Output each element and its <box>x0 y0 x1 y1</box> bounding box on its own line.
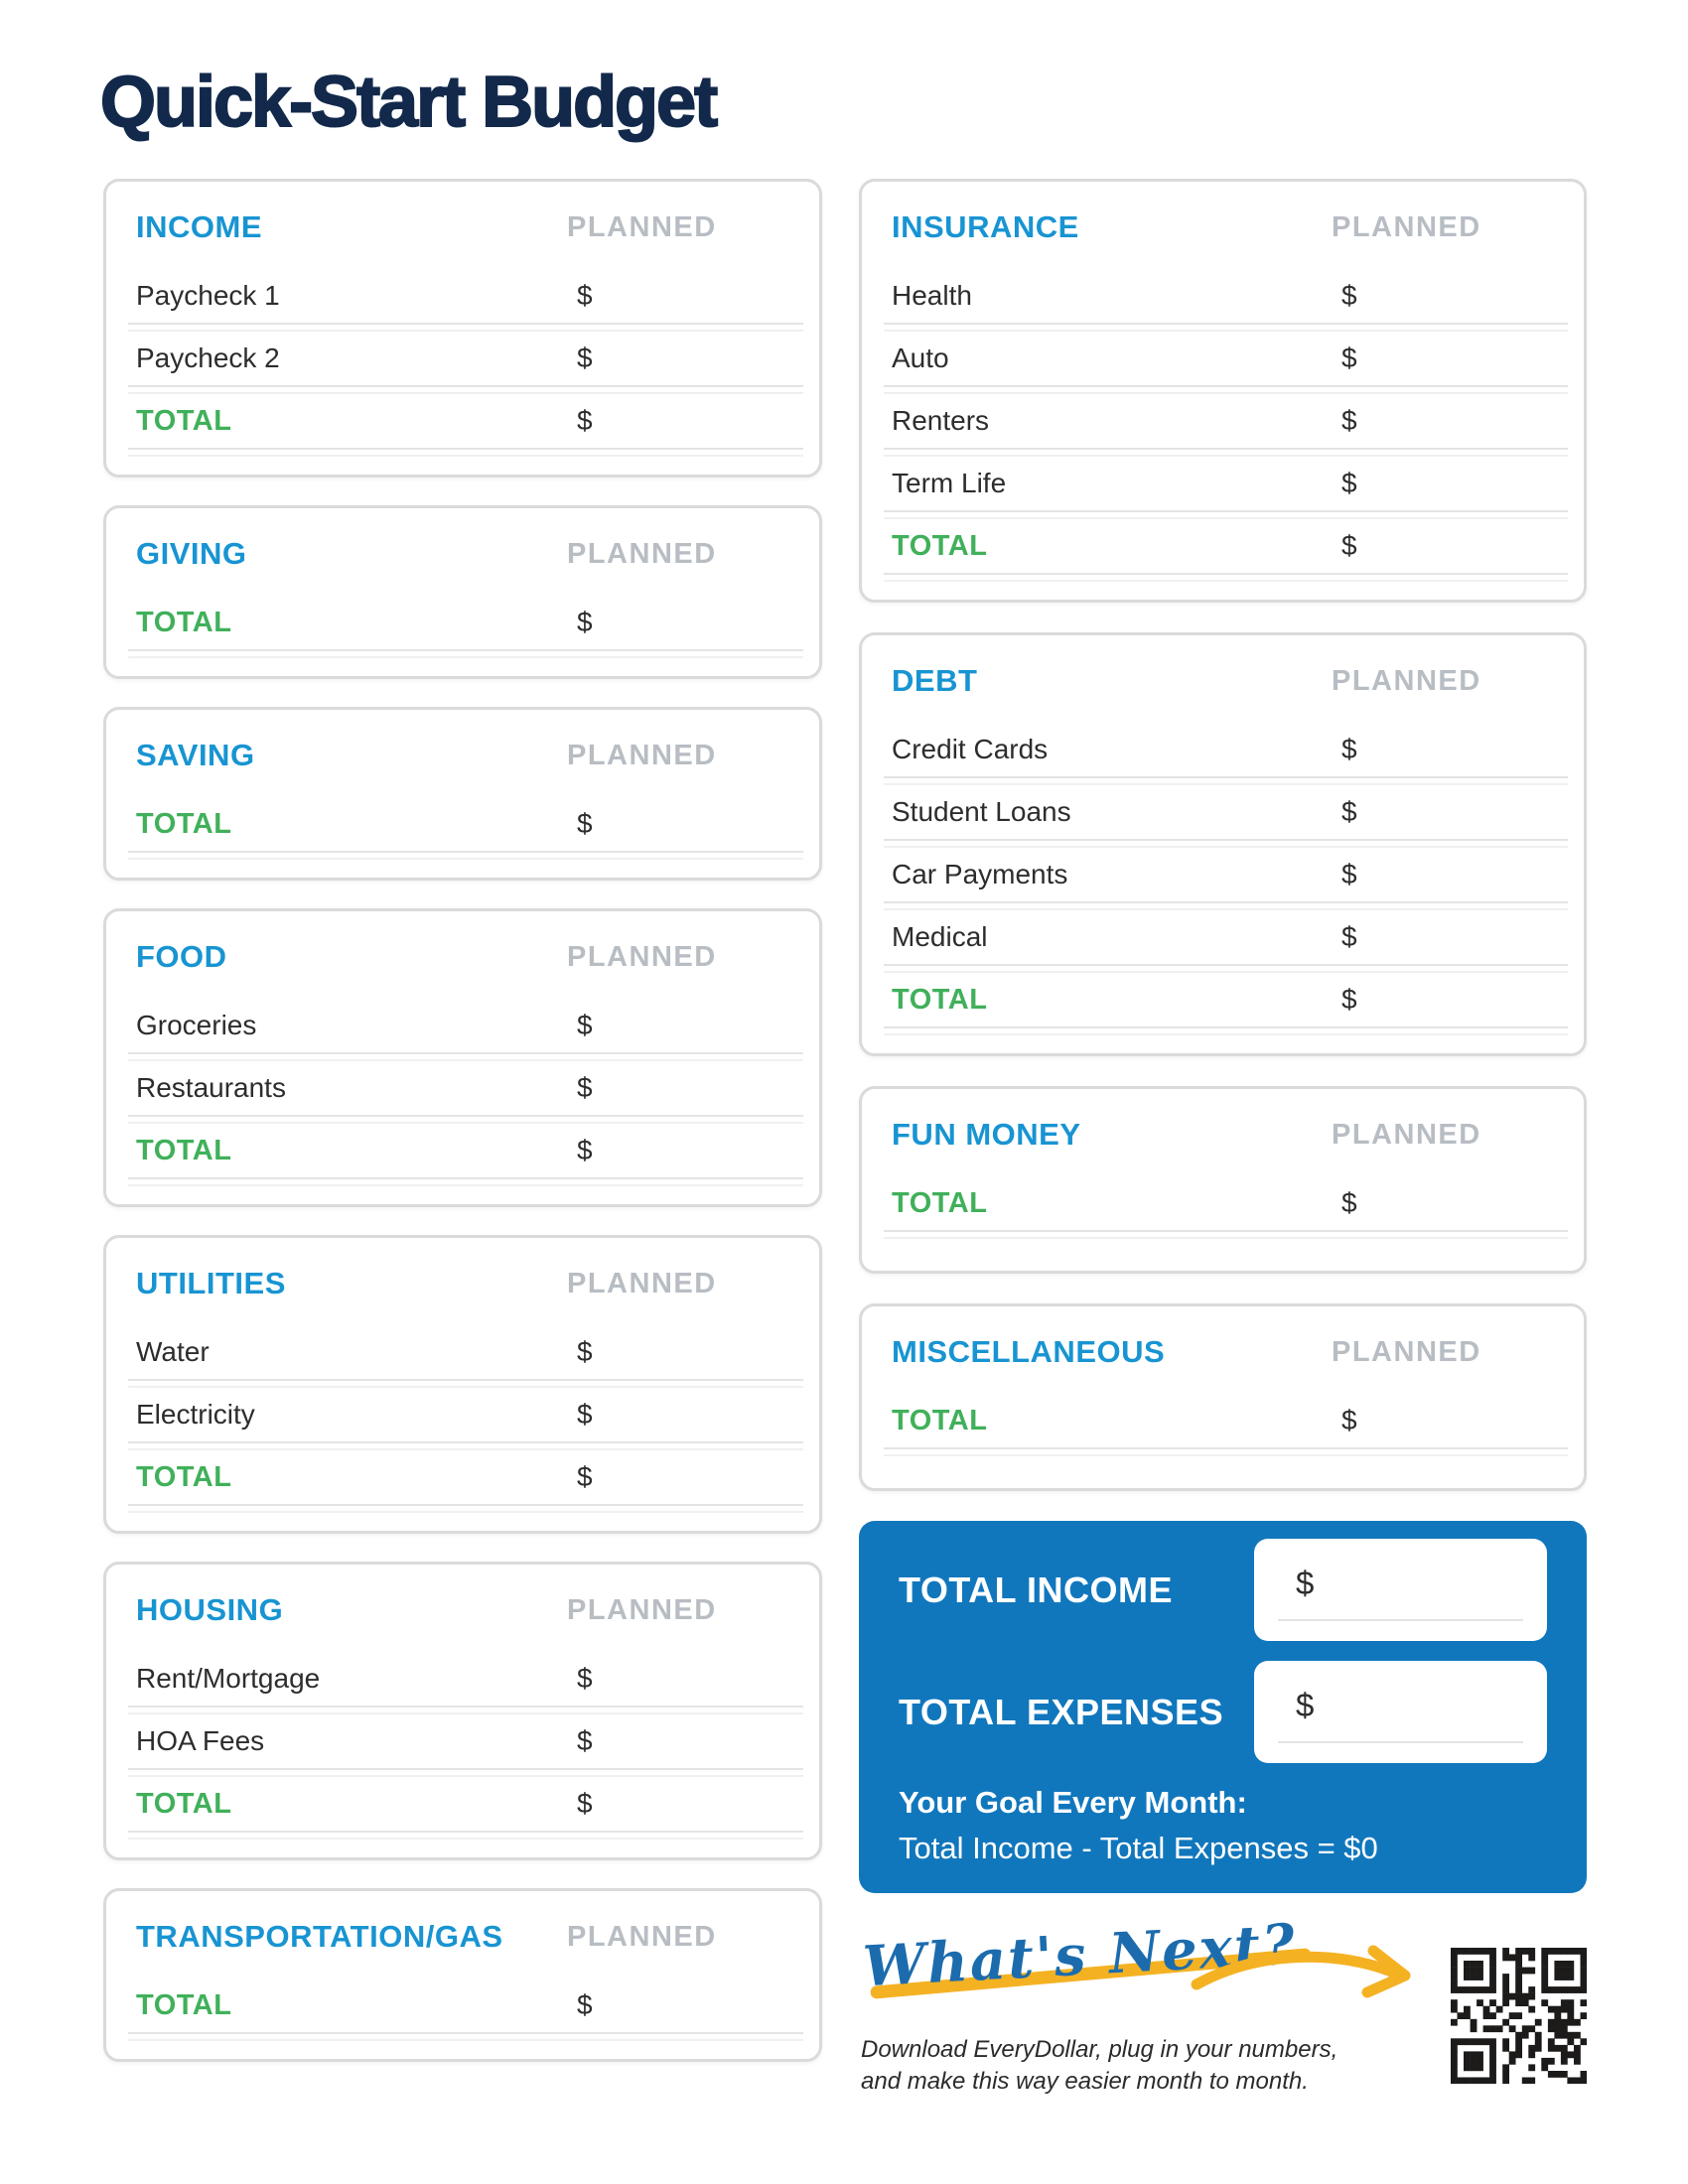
category-title: UTILITIES <box>136 1266 286 1300</box>
total-label: TOTAL <box>136 1134 232 1166</box>
row-separator <box>128 1379 803 1388</box>
total-row <box>136 1124 789 1177</box>
amount-field[interactable]: $ <box>1341 796 1357 827</box>
write-in-line <box>1278 1619 1523 1621</box>
row-separator <box>128 1706 803 1714</box>
planned-label: PLANNED <box>1332 665 1481 697</box>
whats-next-section <box>859 1911 1587 2171</box>
row-separator <box>128 1504 803 1513</box>
category-title: MISCELLANEOUS <box>892 1334 1166 1369</box>
row-separator <box>128 649 803 658</box>
amount-field[interactable]: $ <box>1341 468 1357 498</box>
total-label: TOTAL <box>892 1186 988 1219</box>
budget-card-saving <box>103 707 822 881</box>
total-label: TOTAL <box>136 1787 232 1820</box>
row-label: Medical <box>892 921 988 952</box>
amount-field[interactable]: $ <box>1341 734 1357 764</box>
card-header <box>136 736 789 797</box>
amount-field[interactable]: $ <box>577 1725 593 1756</box>
arrow-icon <box>1189 1937 1422 2006</box>
category-title: INSURANCE <box>892 209 1079 244</box>
row-separator <box>884 776 1568 785</box>
budget-row <box>892 457 1554 510</box>
amount-field[interactable]: $ <box>577 1399 593 1430</box>
amount-field[interactable]: $ <box>577 1072 593 1103</box>
category-title: HOUSING <box>136 1592 284 1627</box>
budget-row <box>892 910 1554 964</box>
amount-field[interactable]: $ <box>1341 342 1357 373</box>
amount-field[interactable]: $ <box>577 342 593 373</box>
planned-label: PLANNED <box>567 740 717 771</box>
category-title: FOOD <box>136 939 227 974</box>
total-row <box>136 394 789 448</box>
write-in-line <box>1278 1741 1523 1743</box>
row-label: Health <box>892 280 972 311</box>
budget-row <box>892 848 1554 901</box>
left-column <box>103 179 822 2062</box>
card-header <box>136 1264 789 1325</box>
total-row <box>136 1450 789 1504</box>
amount-field[interactable]: $ <box>577 1336 593 1367</box>
goal-heading: Your Goal Every Month: <box>899 1785 1247 1820</box>
total-row <box>136 596 789 649</box>
budget-row <box>136 269 789 323</box>
row-label: Groceries <box>136 1010 257 1040</box>
whats-next-script: What's Next? <box>862 1912 1299 2000</box>
budget-row <box>136 1714 789 1768</box>
total-label: TOTAL <box>892 1404 988 1436</box>
page-title: Quick-Start Budget <box>100 63 717 142</box>
row-separator <box>884 323 1568 332</box>
row-label: Renters <box>892 405 990 436</box>
budget-card-transportation-gas <box>103 1888 822 2062</box>
planned-label: PLANNED <box>567 941 717 973</box>
row-separator <box>128 323 803 332</box>
category-title: INCOME <box>136 209 262 244</box>
totals-summary-box <box>859 1521 1587 1893</box>
category-title: SAVING <box>136 738 255 772</box>
row-separator <box>884 839 1568 848</box>
row-separator <box>884 1447 1568 1456</box>
row-separator <box>128 1177 803 1186</box>
row-separator <box>884 901 1568 910</box>
budget-row <box>892 332 1554 385</box>
row-label: Credit Cards <box>892 734 1049 764</box>
planned-label: PLANNED <box>1332 1336 1481 1368</box>
row-label: HOA Fees <box>136 1725 265 1756</box>
total-row <box>892 1176 1554 1230</box>
category-title: FUN MONEY <box>892 1117 1081 1152</box>
row-label: Electricity <box>136 1399 255 1430</box>
planned-label: PLANNED <box>567 1268 717 1299</box>
row-separator <box>884 964 1568 973</box>
currency-symbol: $ <box>1296 1565 1315 1601</box>
row-separator <box>884 1230 1568 1239</box>
total-income-input[interactable] <box>1254 1539 1547 1641</box>
budget-row <box>892 785 1554 839</box>
row-label: Auto <box>892 342 949 373</box>
total-row <box>136 1979 789 2032</box>
currency-symbol: $ <box>1296 1687 1315 1723</box>
planned-label: PLANNED <box>567 1594 717 1626</box>
budget-card-giving <box>103 505 822 679</box>
card-header <box>136 534 789 596</box>
amount-field[interactable]: $ <box>1341 405 1357 436</box>
budget-row <box>136 1652 789 1706</box>
total-row <box>892 1394 1554 1447</box>
qr-code <box>1451 1948 1587 2084</box>
category-title: GIVING <box>136 536 247 571</box>
amount-field[interactable]: $ <box>577 1010 593 1040</box>
total-row <box>892 519 1554 573</box>
card-header <box>136 1917 789 1979</box>
row-separator <box>884 448 1568 457</box>
right-column <box>859 179 1587 2171</box>
planned-label: PLANNED <box>567 1921 717 1953</box>
row-label: Student Loans <box>892 796 1071 827</box>
budget-row <box>892 723 1554 776</box>
budget-row <box>136 1061 789 1115</box>
total-row <box>136 797 789 851</box>
row-label: Restaurants <box>136 1072 286 1103</box>
amount-field[interactable]: $ <box>577 405 593 436</box>
amount-field[interactable]: $ <box>1341 984 1357 1015</box>
category-title: TRANSPORTATION/GAS <box>136 1919 503 1954</box>
budget-card-debt <box>859 632 1587 1056</box>
card-header <box>136 1590 789 1652</box>
amount-field[interactable]: $ <box>1341 280 1357 311</box>
budget-card-fun-money <box>859 1086 1587 1274</box>
amount-field[interactable]: $ <box>577 1989 593 2020</box>
row-label: Term Life <box>892 468 1007 498</box>
amount-field[interactable]: $ <box>577 607 593 637</box>
row-label: Rent/Mortgage <box>136 1663 321 1694</box>
row-separator <box>128 1831 803 1840</box>
planned-label: PLANNED <box>567 211 717 243</box>
card-header <box>892 1115 1554 1176</box>
planned-label: PLANNED <box>1332 211 1481 243</box>
total-label: TOTAL <box>892 529 988 562</box>
total-expenses-input[interactable] <box>1254 1661 1547 1763</box>
row-separator <box>128 1115 803 1124</box>
category-title: DEBT <box>892 663 978 698</box>
row-separator <box>128 1441 803 1450</box>
row-separator <box>128 851 803 860</box>
row-separator <box>128 1768 803 1777</box>
row-separator <box>128 448 803 457</box>
total-expenses-label: TOTAL EXPENSES <box>899 1691 1224 1732</box>
planned-label: PLANNED <box>1332 1119 1481 1151</box>
row-separator <box>884 1026 1568 1035</box>
row-separator <box>128 1052 803 1061</box>
amount-field[interactable]: $ <box>577 808 593 839</box>
amount-field[interactable]: $ <box>1341 1187 1357 1218</box>
budget-row <box>136 1325 789 1379</box>
card-header <box>136 207 789 269</box>
budget-row <box>136 332 789 385</box>
total-label: TOTAL <box>136 807 232 840</box>
budget-card-miscellaneous <box>859 1303 1587 1491</box>
row-separator <box>884 385 1568 394</box>
total-row <box>892 973 1554 1026</box>
total-label: TOTAL <box>136 404 232 437</box>
amount-field[interactable]: $ <box>577 280 593 311</box>
amount-field[interactable]: $ <box>577 1788 593 1819</box>
row-label: Paycheck 2 <box>136 342 280 373</box>
row-separator <box>128 2032 803 2041</box>
card-header <box>892 207 1554 269</box>
card-header <box>892 661 1554 723</box>
goal-formula: Total Income - Total Expenses = $0 <box>899 1831 1378 1865</box>
amount-field[interactable]: $ <box>1341 859 1357 889</box>
budget-row <box>892 394 1554 448</box>
amount-field[interactable]: $ <box>1341 1405 1357 1435</box>
row-separator <box>884 573 1568 582</box>
download-caption: Download EveryDollar, plug in your numbers, and make this way easier month to month. <box>861 2036 1338 2095</box>
budget-row <box>136 999 789 1052</box>
row-label: Water <box>136 1336 210 1367</box>
row-separator <box>128 385 803 394</box>
total-label: TOTAL <box>136 1460 232 1493</box>
budget-card-food <box>103 908 822 1207</box>
total-income-label: TOTAL INCOME <box>899 1569 1173 1610</box>
budget-row <box>892 269 1554 323</box>
budget-card-utilities <box>103 1235 822 1534</box>
amount-field[interactable]: $ <box>1341 921 1357 952</box>
planned-label: PLANNED <box>567 538 717 570</box>
amount-field[interactable]: $ <box>577 1135 593 1165</box>
total-label: TOTAL <box>136 1988 232 2021</box>
budget-card-income <box>103 179 822 478</box>
amount-field[interactable]: $ <box>1341 530 1357 561</box>
amount-field[interactable]: $ <box>577 1461 593 1492</box>
amount-field[interactable]: $ <box>577 1663 593 1694</box>
card-header <box>892 1332 1554 1394</box>
row-separator <box>884 510 1568 519</box>
total-label: TOTAL <box>136 606 232 638</box>
total-label: TOTAL <box>892 983 988 1016</box>
card-header <box>136 937 789 999</box>
budget-row <box>136 1388 789 1441</box>
budget-card-housing <box>103 1562 822 1860</box>
row-label: Car Payments <box>892 859 1068 889</box>
total-row <box>136 1777 789 1831</box>
row-label: Paycheck 1 <box>136 280 280 311</box>
budget-card-insurance <box>859 179 1587 603</box>
